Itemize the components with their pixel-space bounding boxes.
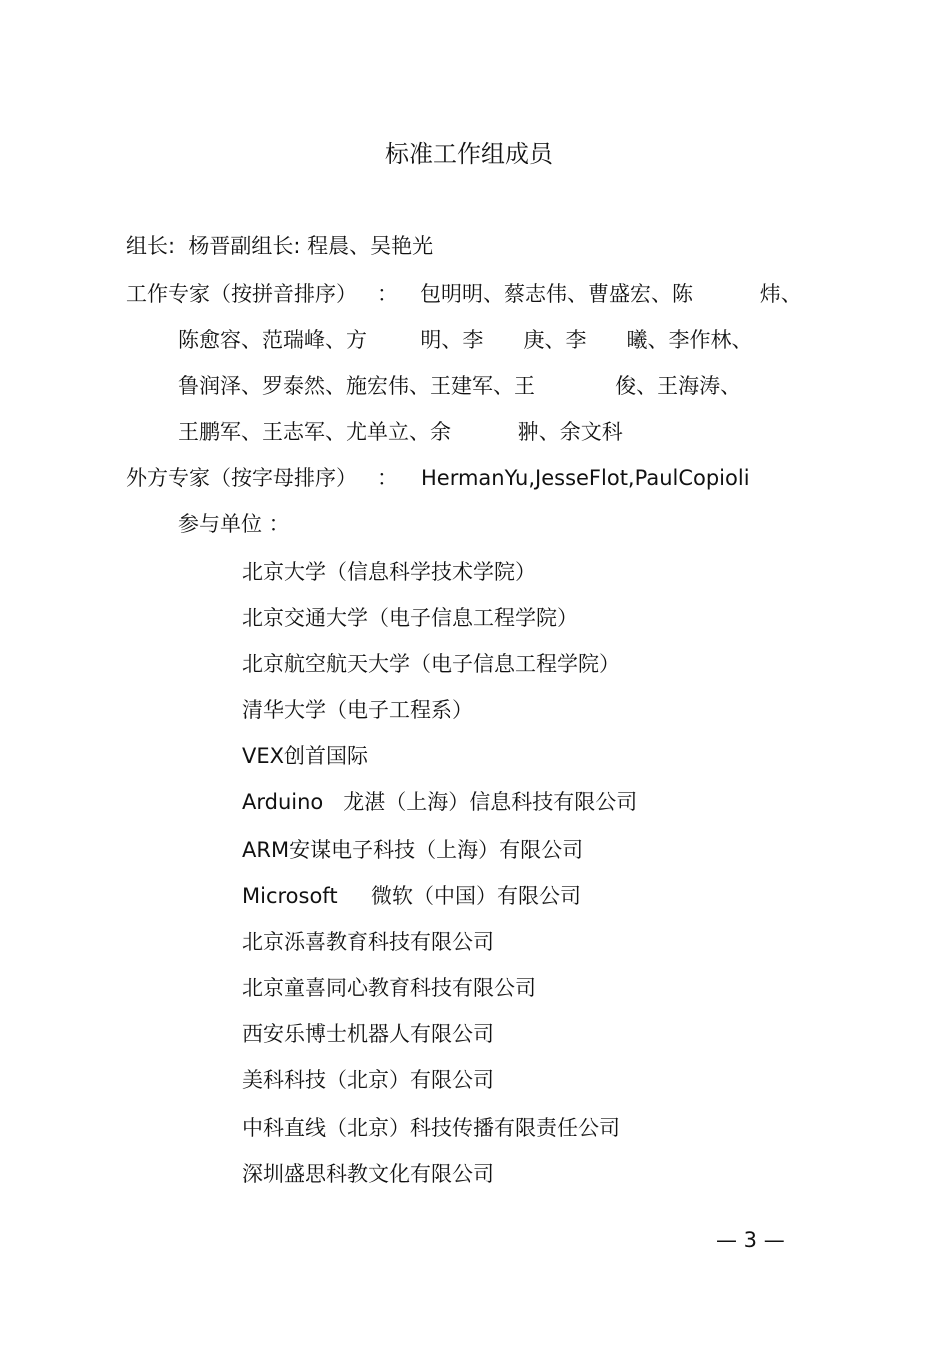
- unit-item: 深圳盛思科教文化有限公司: [242, 1162, 494, 1186]
- unit-item: 北京大学（信息科学技术学院）: [242, 560, 536, 584]
- leader-line: 组长: 杨晋副组长: 程晨、吴艳光: [126, 234, 434, 258]
- experts-line-1: 包明明、蔡志伟、曹盛宏、陈 炜、: [420, 282, 802, 306]
- experts-line-3: 鲁润泽、罗泰然、施宏伟、王建军、王 俊、王海涛、: [178, 374, 742, 398]
- unit-item: 北京交通大学（电子信息工程学院）: [242, 606, 578, 630]
- unit-item: VEX创首国际: [242, 744, 369, 768]
- experts-label: 工作专家（按拼音排序） ：: [126, 282, 399, 306]
- foreign-experts-label: 外方专家（按字母排序） ：: [126, 466, 399, 490]
- experts-line-4: 王鹏军、王志军、尤单立、余 翀、余文科: [178, 420, 623, 444]
- page-number: — 3 —: [716, 1228, 785, 1252]
- units-label: 参与单位 ：: [178, 512, 290, 536]
- foreign-experts-names: HermanYu,JesseFlot,PaulCopioli: [421, 466, 750, 490]
- unit-item: 美科科技（北京）有限公司: [242, 1068, 494, 1092]
- unit-item: 北京泺喜教育科技有限公司: [242, 930, 494, 954]
- unit-item: 北京航空航天大学（电子信息工程学院）: [242, 652, 620, 676]
- unit-item: Microsoft 微软（中国）有限公司: [242, 884, 581, 908]
- unit-item: 西安乐博士机器人有限公司: [242, 1022, 494, 1046]
- unit-item: Arduino 龙湛（上海）信息科技有限公司: [242, 790, 638, 814]
- experts-line-2: 陈愈容、范瑞峰、方 明、李 庚、李 曦、李作林、: [178, 328, 753, 352]
- unit-item: 北京童喜同心教育科技有限公司: [242, 976, 536, 1000]
- unit-item: 清华大学（电子工程系）: [242, 698, 473, 722]
- page-title: 标准工作组成员: [385, 140, 553, 168]
- unit-item: ARM安谋电子科技（上海）有限公司: [242, 838, 584, 862]
- unit-item: 中科直线（北京）科技传播有限责任公司: [242, 1116, 620, 1140]
